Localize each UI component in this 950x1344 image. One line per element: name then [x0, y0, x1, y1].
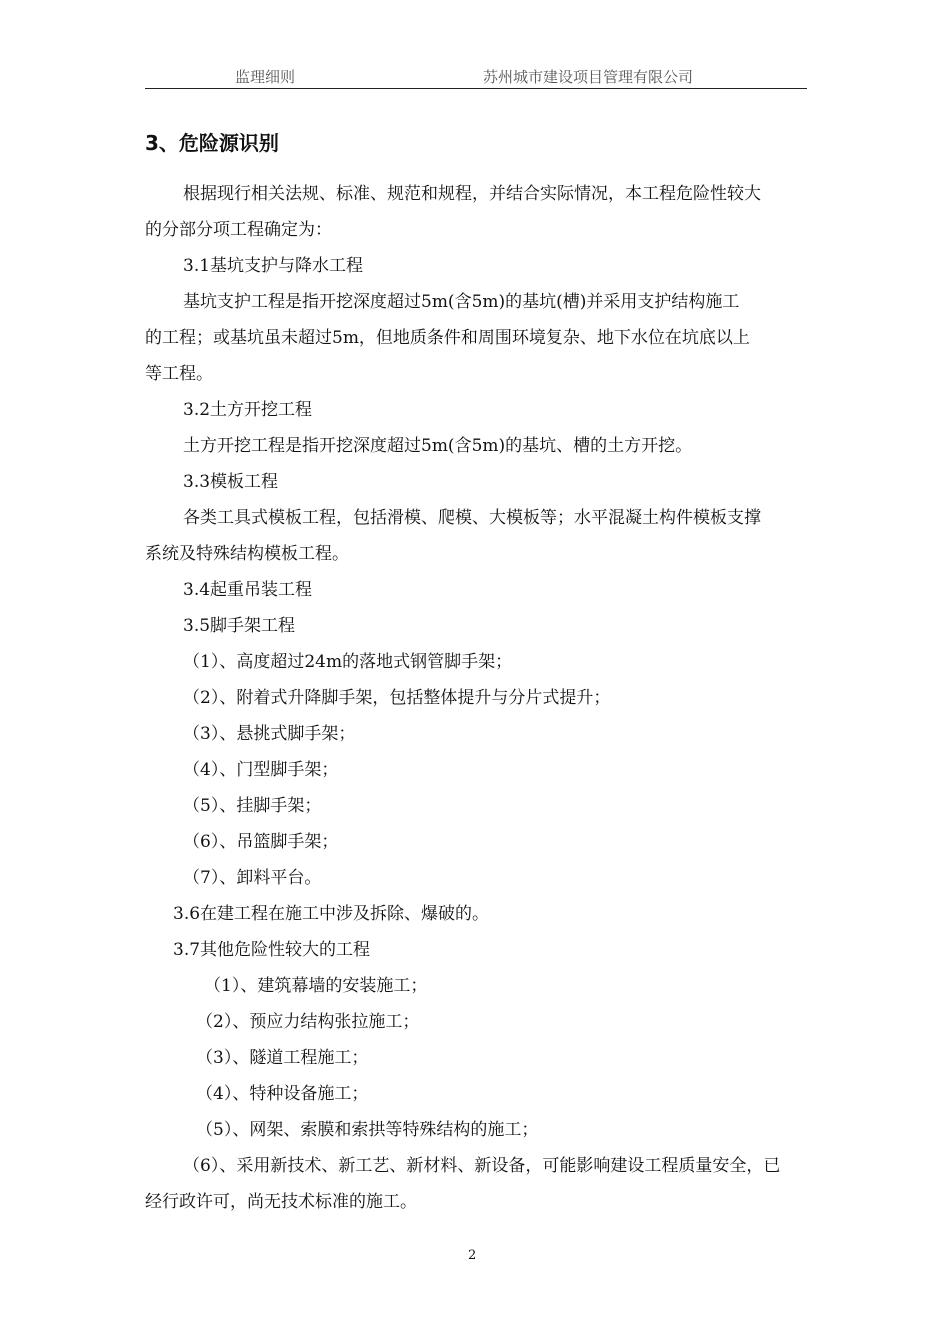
- list-item: （2）、附着式升降脚手架，包括整体提升与分片式提升；: [183, 688, 611, 708]
- paragraph-line: 的分部分项工程确定为：: [145, 220, 332, 240]
- subsection-heading: 3.2土方开挖工程: [183, 400, 313, 420]
- header-company: 苏州城市建设项目管理有限公司: [483, 68, 694, 86]
- list-item: （5）、网架、索膜和索拱等特殊结构的施工；: [196, 1120, 539, 1140]
- paragraph-line: 的工程；或基坑虽未超过5m，但地质条件和周围环境复杂、地下水位在坑底以上: [145, 328, 750, 348]
- list-item: （1）、建筑幕墙的安装施工；: [204, 976, 428, 996]
- list-item: （1）、高度超过24m的落地式钢管脚手架；: [183, 652, 513, 672]
- paragraph-line: 土方开挖工程是指开挖深度超过5m(含5m)的基坑、槽的土方开挖。: [183, 436, 693, 456]
- paragraph-line: 等工程。: [145, 364, 213, 384]
- header-doc-type: 监理细则: [235, 68, 296, 86]
- list-item: （6）、采用新技术、新工艺、新材料、新设备，可能影响建设工程质量安全，已: [183, 1156, 781, 1176]
- subsection-heading: 3.7其他危险性较大的工程: [173, 940, 371, 960]
- section-title: 3、危险源识别: [145, 131, 279, 155]
- paragraph-line: 基坑支护工程是指开挖深度超过5m(含5m)的基坑(槽)并采用支护结构施工: [183, 292, 740, 312]
- list-item: 经行政许可，尚无技术标准的施工。: [145, 1192, 417, 1212]
- list-item: （2）、预应力结构张拉施工；: [196, 1012, 420, 1032]
- list-item: （3）、隧道工程施工；: [196, 1048, 369, 1068]
- list-item: （6）、吊篮脚手架；: [183, 832, 339, 852]
- page-number: 2: [468, 1248, 477, 1263]
- paragraph-line: 根据现行相关法规、标准、规范和规程，并结合实际情况，本工程危险性较大: [183, 184, 761, 204]
- subsection-heading: 3.3模板工程: [183, 472, 279, 492]
- subsection-heading: 3.6在建工程在施工中涉及拆除、爆破的。: [173, 904, 490, 924]
- subsection-heading: 3.1基坑支护与降水工程: [183, 256, 364, 276]
- list-item: （4）、特种设备施工；: [196, 1084, 369, 1104]
- list-item: （7）、卸料平台。: [183, 868, 322, 888]
- page-header: [145, 64, 807, 89]
- subsection-heading: 3.5脚手架工程: [183, 616, 296, 636]
- subsection-heading: 3.4起重吊装工程: [183, 580, 313, 600]
- list-item: （5）、挂脚手架；: [183, 796, 322, 816]
- paragraph-line: 系统及特殊结构模板工程。: [145, 544, 349, 564]
- paragraph-line: 各类工具式模板工程，包括滑模、爬模、大模板等；水平混凝土构件模板支撑: [183, 508, 761, 528]
- list-item: （4）、门型脚手架；: [183, 760, 339, 780]
- list-item: （3）、悬挑式脚手架；: [183, 724, 356, 744]
